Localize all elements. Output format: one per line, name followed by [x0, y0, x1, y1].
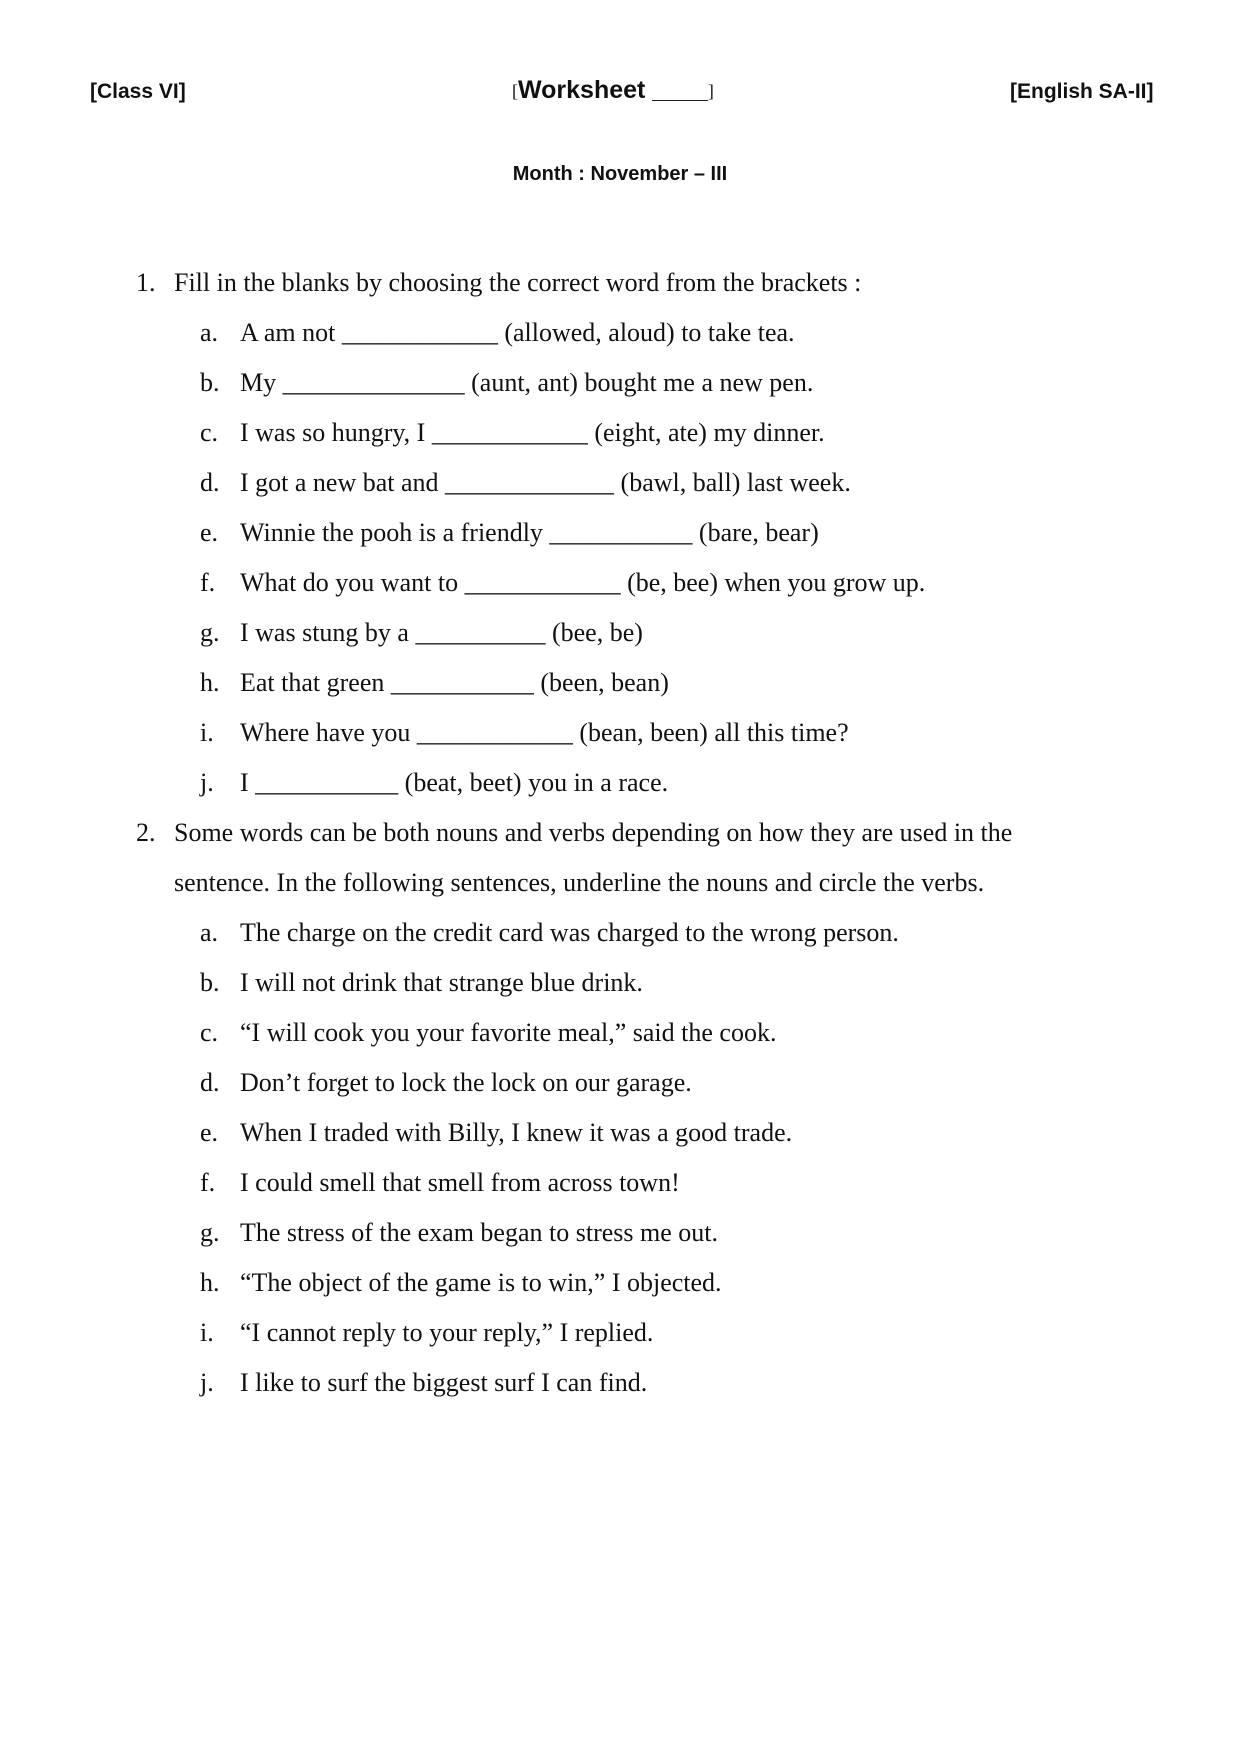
item-letter: i.: [200, 1318, 214, 1347]
item-letter: f.: [200, 1168, 216, 1197]
subject-label: [English SA-II]: [1010, 80, 1154, 103]
item-letter: g.: [200, 1218, 220, 1247]
sentence-item: I like to surf the biggest surf I can find.: [240, 1368, 648, 1397]
item-letter: c.: [200, 418, 219, 447]
question-text: Some words can be both nouns and verbs depending on how they are used in the: [174, 818, 1013, 847]
question-text: sentence. In the following sentences, underline the nouns and circle the verbs.: [174, 868, 985, 897]
sentence-item: “The object of the game is to win,” I objected.: [240, 1268, 722, 1297]
sentence-item: When I traded with Billy, I knew it was a good trade.: [240, 1118, 793, 1147]
question-number: 2.: [136, 818, 156, 847]
worksheet-bracket-open: [: [512, 81, 518, 101]
item-letter: b.: [200, 368, 220, 397]
item-letter: b.: [200, 968, 220, 997]
sentence-item: I will not drink that strange blue drink.: [240, 968, 643, 997]
sentence-item: “I will cook you your favorite meal,” said the cook.: [240, 1018, 777, 1047]
sentence-item: The charge on the credit card was charged to the wrong person.: [240, 918, 899, 947]
fill-blank-item: My ______________ (aunt, ant) bought me a new pen.: [240, 368, 814, 397]
sentence-item: The stress of the exam began to stress me out.: [240, 1218, 718, 1247]
item-letter: c.: [200, 1018, 219, 1047]
fill-blank-item: Winnie the pooh is a friendly ___________ (bare, bear): [240, 518, 819, 547]
question-number: 1.: [136, 268, 156, 297]
item-letter: d.: [200, 1068, 220, 1097]
fill-blank-item: A am not ____________ (allowed, aloud) to take tea.: [240, 318, 795, 347]
fill-blank-item: I was stung by a __________ (bee, be): [240, 618, 643, 647]
question-text: Fill in the blanks by choosing the correct word from the brackets :: [174, 268, 862, 297]
item-letter: j.: [200, 1368, 214, 1397]
worksheet-title: [512, 76, 714, 105]
item-letter: i.: [200, 718, 214, 747]
sentence-item: I could smell that smell from across town!: [240, 1168, 680, 1197]
sentence-item: Don’t forget to lock the lock on our garage.: [240, 1068, 692, 1097]
fill-blank-item: What do you want to ____________ (be, bee) when you grow up.: [240, 568, 926, 597]
item-letter: h.: [200, 1268, 220, 1297]
fill-blank-item: Eat that green ___________ (been, bean): [240, 668, 669, 697]
item-letter: e.: [200, 1118, 219, 1147]
fill-blank-item: I was so hungry, I ____________ (eight, ate) my dinner.: [240, 418, 825, 447]
class-label: [Class VI]: [90, 80, 186, 103]
worksheet-label: Worksheet ____: [518, 76, 708, 104]
month-line: Month : November – III: [512, 163, 728, 185]
worksheet-bracket-close: ]: [707, 81, 714, 101]
fill-blank-item: I got a new bat and _____________ (bawl, ball) last week.: [240, 468, 851, 497]
item-letter: f.: [200, 568, 216, 597]
item-letter: d.: [200, 468, 220, 497]
sentence-item: “I cannot reply to your reply,” I replied.: [240, 1318, 654, 1347]
fill-blank-item: I ___________ (beat, beet) you in a race.: [240, 768, 669, 797]
item-letter: a.: [200, 918, 219, 947]
item-letter: a.: [200, 318, 219, 347]
fill-blank-item: Where have you ____________ (bean, been) all this time?: [240, 718, 849, 747]
item-letter: g.: [200, 618, 220, 647]
item-letter: e.: [200, 518, 219, 547]
item-letter: j.: [200, 768, 214, 797]
item-letter: h.: [200, 668, 220, 697]
